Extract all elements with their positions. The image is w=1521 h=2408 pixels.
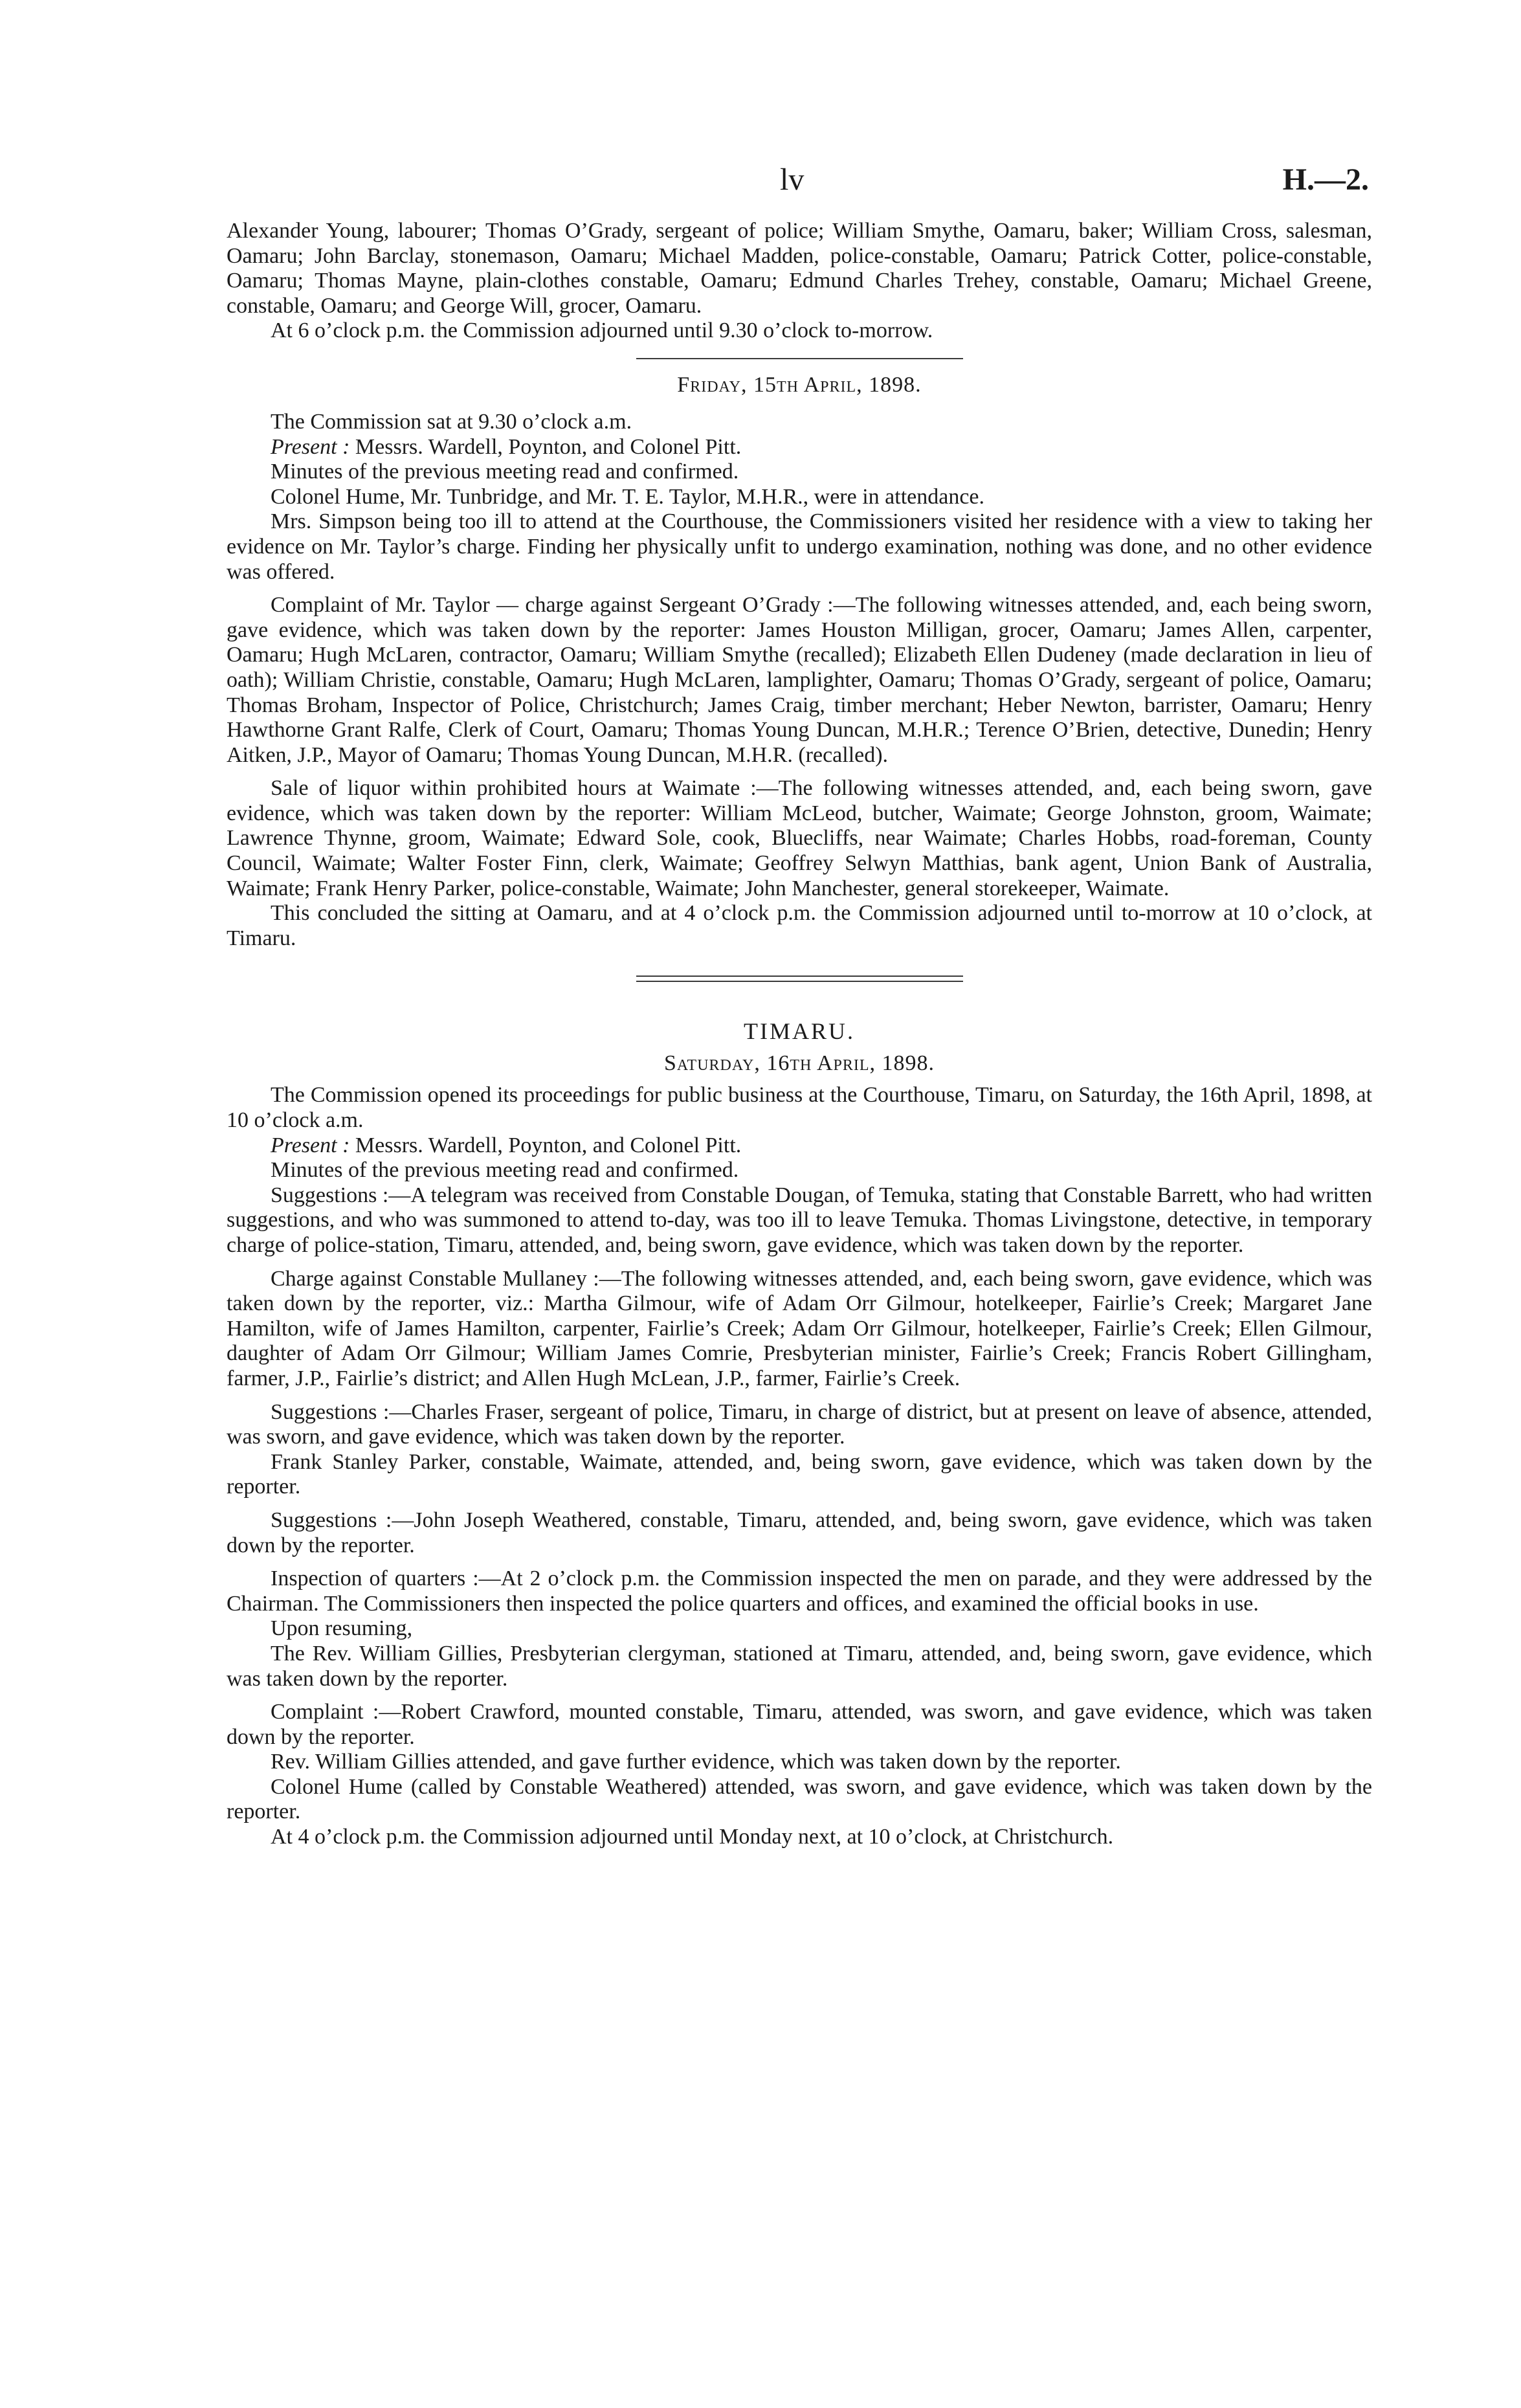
timaru-opened-paragraph: The Commission opened its proceedings for public business at the Courthouse, Timaru, on Saturday, the 16th April, 1898, at 10 o’clock a.m. <box>227 1083 1372 1133</box>
friday-complaint-taylor-paragraph: Complaint of Mr. Taylor — charge against Sergeant O’Grady :—The following witnesses attended, and, each being sworn, gave evidence, which was taken down by the reporter: James Houston Milligan, grocer, Oamaru; James Allen, carpenter, Oamaru; Hugh McLaren, contractor, Oamaru; William Smythe (recalled); Elizabeth Ellen Dudeney (made declaration in lieu of oath); William Christie, constable, Oamaru; Hugh McLaren, lamplighter, Oamaru; Thomas O’Grady, sergeant of police, Oamaru; Thomas Broham, Inspector of Police, Christchurch; James Craig, timber merchant; Heber Newton, barrister, Oamaru; Henry Hawthorne Grant Ralfe, Clerk of Court, Oamaru; Thomas Young Duncan, M.H.R.; Terence O’Brien, detective, Dunedin; Henry Aitken, J.P., Mayor of Oamaru; Thomas Young Duncan, M.H.R. (recalled). <box>227 593 1372 767</box>
friday-heading: Friday, 15th April, 1898. <box>677 372 922 397</box>
page-number: lv <box>780 162 805 197</box>
timaru-suggestions-weathered-paragraph: Suggestions :—John Joseph Weathered, constable, Timaru, attended, and, being sworn, gave evidence, which was taken down by the reporter. <box>227 1508 1372 1557</box>
section-divider <box>636 358 963 359</box>
friday-minutes-paragraph: Minutes of the previous meeting read and confirmed. <box>271 460 739 484</box>
friday-attendance-paragraph: Colonel Hume, Mr. Tunbridge, and Mr. T. E. Taylor, M.H.R., were in attendance. <box>271 484 985 509</box>
present-label: Present : <box>271 1133 350 1157</box>
timaru-gillies-further-paragraph: Rev. William Gillies attended, and gave further evidence, which was taken down by the reporter. <box>271 1750 1121 1774</box>
present-text: Messrs. Wardell, Poynton, and Colonel Pitt. <box>350 1133 742 1157</box>
oamaru-adjourned-paragraph: At 6 o’clock p.m. the Commission adjourned until 9.30 o’clock to-morrow. <box>271 318 933 343</box>
friday-sat-paragraph: The Commission sat at 9.30 o’clock a.m. <box>271 409 632 434</box>
friday-sale-liquor-paragraph: Sale of liquor within prohibited hours at Waimate :—The following witnesses attended, and, each being sworn, gave evidence, which was taken down by the reporter: William McLeod, butcher, Waimate; George Johnston, groom, Waimate; Lawrence Thynne, groom, Waimate; Edward Sole, cook, Bluecliffs, near Waimate; Charles Hobbs, road-foreman, County Council, Waimate; Walter Foster Finn, clerk, Waimate; Geoffrey Selwyn Matthias, bank agent, Union Bank of Australia, Waimate; Frank Henry Parker, police-constable, Waimate; John Manchester, general storekeeper, Waimate. <box>227 776 1372 900</box>
present-label: Present : <box>271 434 350 459</box>
timaru-suggestions-fraser-paragraph: Suggestions :—Charles Fraser, sergeant of police, Timaru, in charge of district, but at present on leave of absence, attended, was sworn, and gave evidence, which was taken down by the reporter. <box>227 1399 1372 1449</box>
timaru-gillies-paragraph: The Rev. William Gillies, Presbyterian clergyman, stationed at Timaru, attended, and, being sworn, gave evidence, which was taken down by the reporter. <box>227 1641 1372 1691</box>
timaru-heading: TIMARU. <box>744 1018 855 1045</box>
timaru-present-paragraph <box>227 1133 1372 1159</box>
timaru-complaint-crawford-paragraph: Complaint :—Robert Crawford, mounted constable, Timaru, attended, was sworn, and gave evidence, which was taken down by the reporter. <box>227 1700 1372 1749</box>
oamaru-witnesses-paragraph: Alexander Young, labourer; Thomas O’Grady, sergeant of police; William Smythe, Oamaru, baker; William Cross, salesman, Oamaru; John Barclay, stonemason, Oamaru; Michael Madden, police-constable, Oamaru; Patrick Cotter, police-constable, Oamaru; Thomas Mayne, plain-clothes constable, Oamaru; Edmund Charles Trehey, constable, Oamaru; Michael Greene, constable, Oamaru; and George Will, grocer, Oamaru. <box>227 219 1372 318</box>
timaru-resuming-paragraph: Upon resuming, <box>271 1616 413 1641</box>
friday-present-paragraph <box>227 435 1372 460</box>
double-section-divider <box>636 975 963 982</box>
timaru-minutes-paragraph: Minutes of the previous meeting read and confirmed. <box>271 1158 739 1183</box>
friday-concluded-paragraph: This concluded the sitting at Oamaru, and at 4 o’clock p.m. the Commission adjourned until to-morrow at 10 o’clock, at Timaru. <box>227 901 1372 950</box>
timaru-adjourned-paragraph: At 4 o’clock p.m. the Commission adjourned until Monday next, at 10 o’clock, at Christchurch. <box>271 1825 1114 1849</box>
timaru-hume-paragraph: Colonel Hume (called by Constable Weathered) attended, was sworn, and gave evidence, which was taken down by the reporter. <box>227 1774 1372 1824</box>
present-text: Messrs. Wardell, Poynton, and Colonel Pitt. <box>350 434 742 459</box>
document-reference: H.—2. <box>1282 162 1369 197</box>
timaru-charge-mullaney-paragraph: Charge against Constable Mullaney :—The following witnesses attended, and, each being sworn, gave evidence, which was taken down by the reporter, viz.: Martha Gilmour, wife of Adam Orr Gilmour, hotelkeeper, Fairlie’s Creek; Margaret Jane Hamilton, wife of James Hamilton, carpenter, Fairlie’s Creek; Adam Orr Gilmour, hotelkeeper, Fairlie’s Creek; Ellen Gilmour, daughter of Adam Orr Gilmour; William James Comrie, Presbyterian minister, Fairlie’s Creek; Francis Robert Gillingham, farmer, J.P., Fairlie’s district; and Allen Hugh McLean, J.P., farmer, Fairlie’s Creek. <box>227 1266 1372 1390</box>
timaru-suggestions-paragraph: Suggestions :—A telegram was received from Constable Dougan, of Temuka, stating that Constable Barrett, who had written suggestions, and who was summoned to attend to-day, was too ill to leave Temuka. Thomas Livingstone, detective, in temporary charge of police-station, Timaru, attended, and, being sworn, gave evidence, which was taken down by the reporter. <box>227 1183 1372 1257</box>
saturday-heading: Saturday, 16th April, 1898. <box>663 1051 935 1076</box>
timaru-parker-paragraph: Frank Stanley Parker, constable, Waimate, attended, and, being sworn, gave evidence, which was taken down by the reporter. <box>227 1449 1372 1499</box>
friday-simpson-paragraph: Mrs. Simpson being too ill to attend at the Courthouse, the Commissioners visited her residence with a view to taking her evidence on Mr. Taylor’s charge. Finding her physically unfit to undergo examination, nothing was done, and no other evidence was offered. <box>227 509 1372 584</box>
document-body <box>227 219 1372 1850</box>
timaru-inspection-paragraph: Inspection of quarters :—At 2 o’clock p.m. the Commission inspected the men on parade, and they were addressed by the Chairman. The Commissioners then inspected the police quarters and offices, and examined the official books in use. <box>227 1566 1372 1616</box>
